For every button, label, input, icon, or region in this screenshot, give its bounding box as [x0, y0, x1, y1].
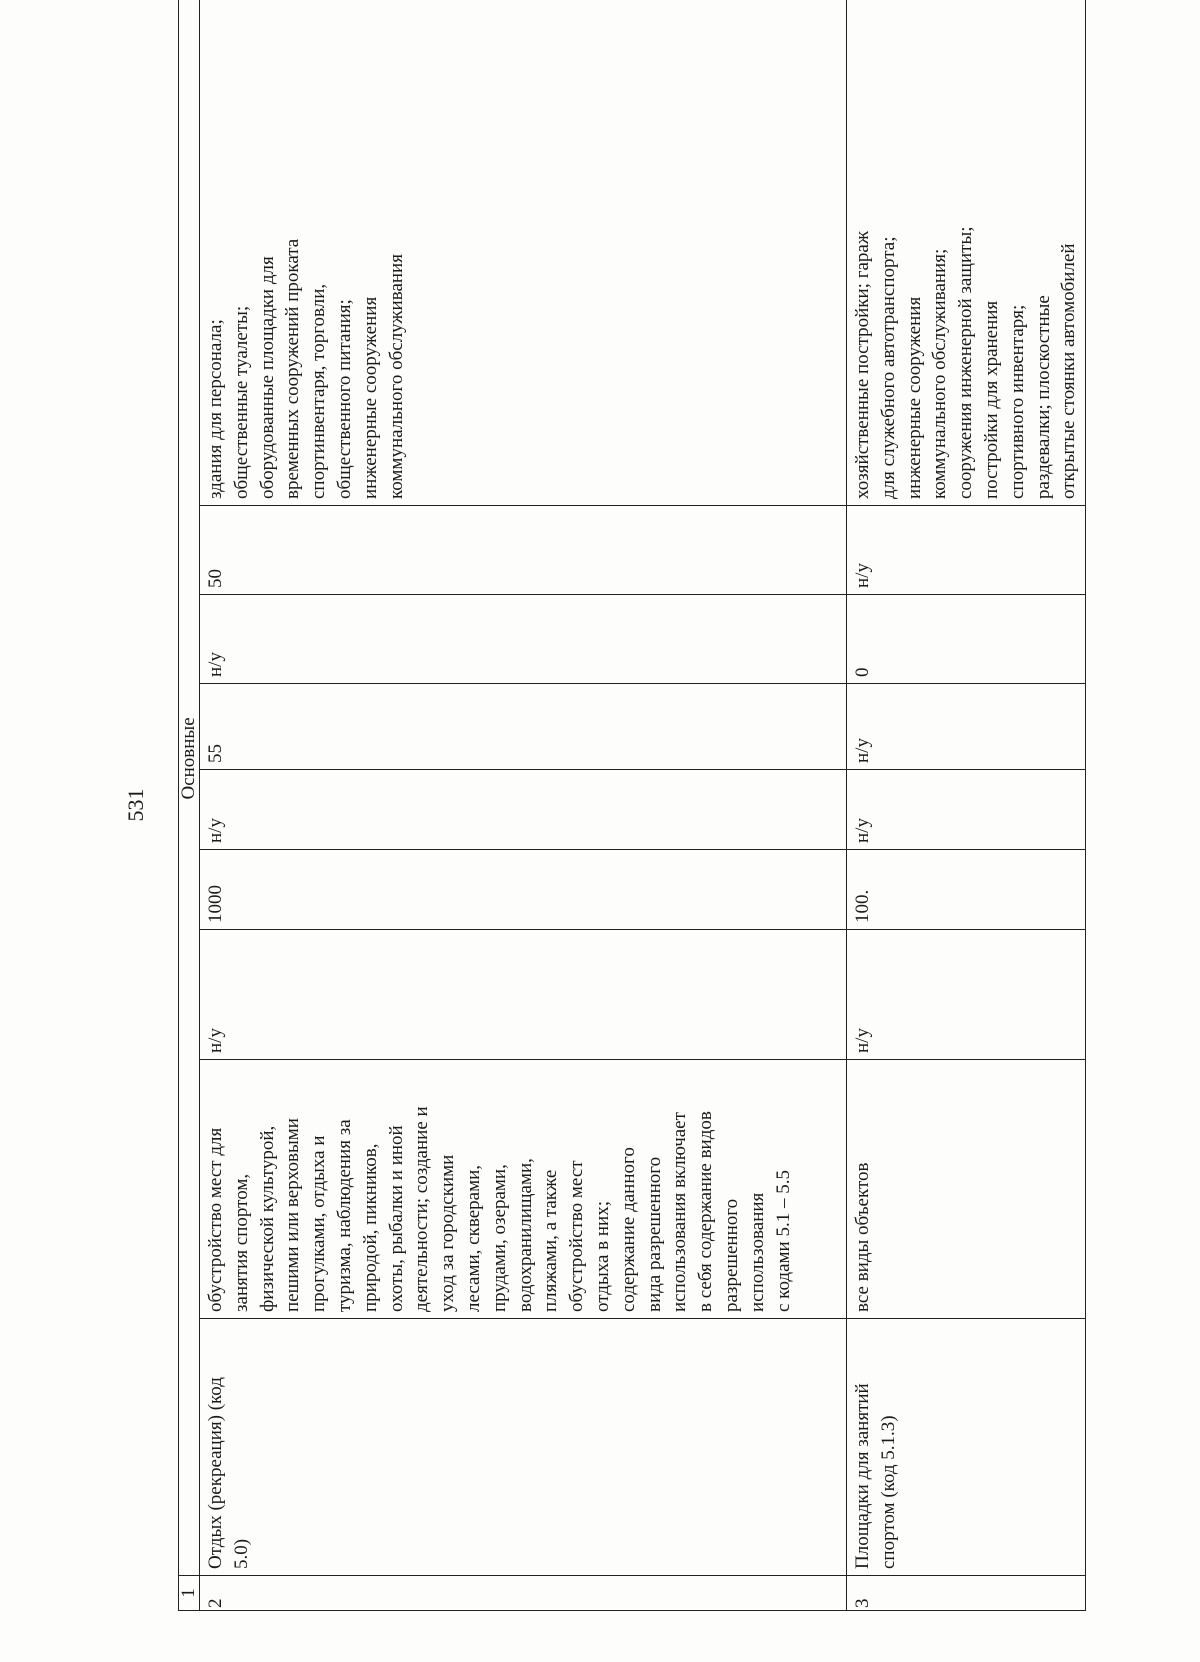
use-description-cell: обустройство мест для занятия спортом, физической культурой, пешими или верховыми прогулками, отдыха и туризма, наблюдения за природой, пикников, охоты, рыбалки и иной деятельности; создание и уход за городскими лесами, скверами, прудами, озерами, водохранилищами, пляжами, а также обустройство мест отдыха в них; содержание данного вида разрешенного использования включает в себя содержание видов разрешенного использования с кодами 5.1 – 5.5 [200, 1060, 847, 1319]
value-cell: н/у [847, 930, 1086, 1060]
auxiliary-objects-cell: здания для персонала; общественные туалеты; оборудованные площадки для временных сооружений проката спортинвентаря, торговли, общественного питания; инженерные сооружения коммунального обслуживания [200, 0, 847, 506]
land-use-table [178, 0, 1086, 1611]
page-number: 531 [123, 788, 148, 822]
value-cell: н/у [200, 930, 847, 1060]
row-number-cell: 3 [847, 1576, 1086, 1611]
auxiliary-objects-cell: хозяйственные постройки; гараж для служебного автотранспорта; инженерные сооружения коммунального обслуживания; сооружения инженерной защиты; постройки для хранения спортивного инвентаря; раздевалки; плоскостные открытые стоянки автомобилей [847, 0, 1086, 506]
value-cell: 0 [847, 595, 1086, 684]
section-label-cell: Основные [179, 0, 200, 1576]
value-cell: н/у [847, 506, 1086, 595]
value-cell: 55 [200, 684, 847, 770]
use-description-cell: все виды объектов [847, 1060, 1086, 1319]
use-name-cell: Площадки для занятий спортом (код 5.1.3) [847, 1319, 1086, 1576]
row-number-cell: 2 [200, 1576, 847, 1611]
value-cell: н/у [200, 770, 847, 850]
section-header-row [179, 0, 200, 1611]
value-cell: 100. [847, 850, 1086, 930]
use-name-cell: Отдых (рекреация) (код 5.0) [200, 1319, 847, 1576]
value-cell: 1000 [200, 850, 847, 930]
value-cell: н/у [847, 684, 1086, 770]
value-cell: н/у [847, 770, 1086, 850]
table-row [847, 0, 1086, 1611]
table-row [200, 0, 847, 1611]
value-cell: 50 [200, 506, 847, 595]
rotated-table-scan [178, 42, 1108, 1611]
column-index-cell: 1 [179, 1576, 200, 1611]
table-rotation-frame [178, 42, 1108, 1611]
value-cell: н/у [200, 595, 847, 684]
